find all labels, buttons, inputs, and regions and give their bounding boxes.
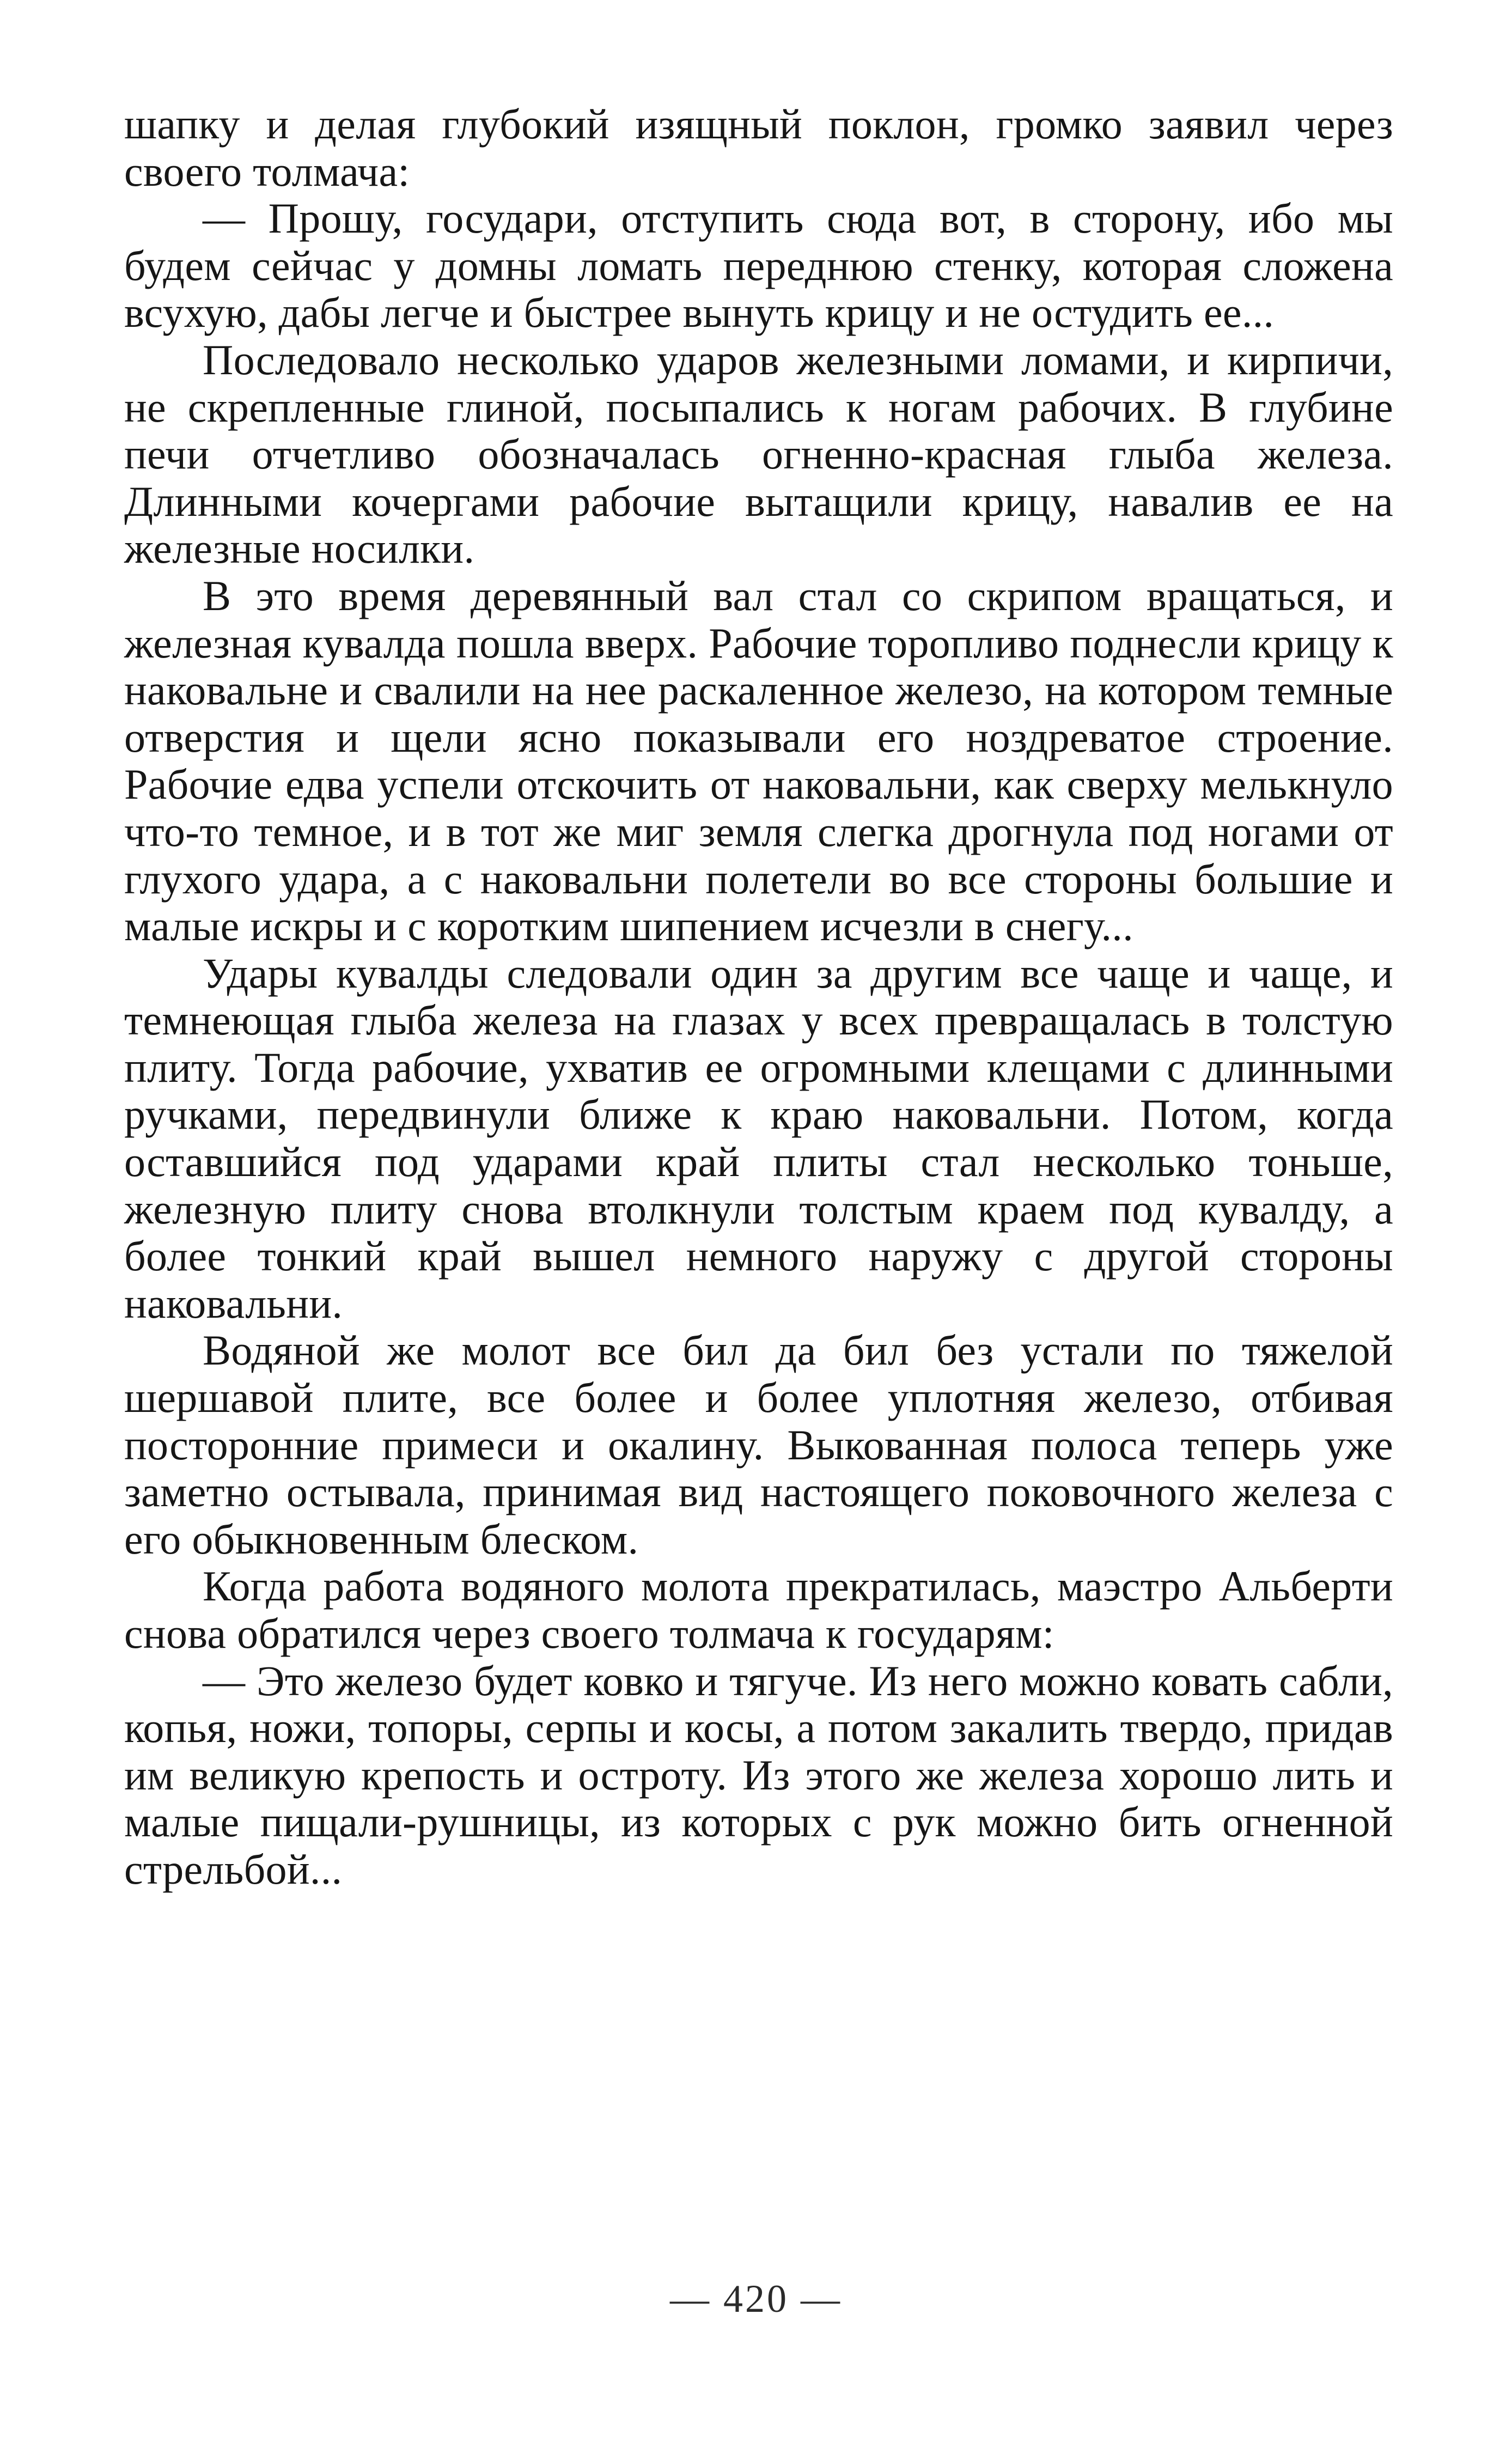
page-body [124, 101, 1393, 1893]
paragraph-5: Удары кувалды следовали один за другим все чаще и чаще, и темнеющая глыба железа на глазах у всех превращалась в толстую плиту. Тогда рабочие, ухватив ее огромными клещами с длинными ручками, передвинули ближе к краю наковальни. Потом, когда оставшийся под ударами край плиты стал несколько тоньше, железную плиту снова втолкнули толстым краем под кувалду, а более тонкий край вышел немного наружу с другой стороны наковальни. [124, 949, 1393, 1327]
paragraph-1: шапку и делая глубокий изящный поклон, громко заявил через своего толмача: [124, 100, 1393, 195]
paragraph-8: — Это железо будет ковко и тягуче. Из него можно ковать сабли, копья, ножи, топоры, серпы и косы, а потом закалить твердо, придав им великую крепость и остроту. Из этого же железа хорошо лить и малые пищали-рушницы, из которых с рук можно бить огненной стрельбой... [124, 1657, 1393, 1893]
page-number: — 420 — [670, 2277, 842, 2321]
paragraph-2: — Прошу, государи, отступить сюда вот, в сторону, ибо мы будем сейчас у домны ломать переднюю стенку, которая сложена всухую, дабы легче и быстрее вынуть крицу и не остудить ее... [124, 194, 1393, 337]
paragraph-7: Когда работа водяного молота прекратилась, маэстро Альберти снова обратился через своего толмача к государям: [124, 1562, 1393, 1657]
paragraph-4: В это время деревянный вал стал со скрипом вращаться, и железная кувалда пошла вверх. Рабочие торопливо поднесли крицу к наковальне и свалили на нее раскаленное железо, на котором темные отверстия и щели ясно показывали его ноздреватое строение. Рабочие едва успели отскочить от наковальни, как сверху мелькнуло что-то темное, и в тот же миг земля слегка дрогнула под ногами от глухого удара, а с наковальни полетели во все стороны большие и малые искры и с коротким шипением исчезли в снегу... [124, 571, 1393, 950]
paragraph-6: Водяной же молот все бил да бил без устали по тяжелой шершавой плите, все более и более уплотняя железо, отбивая посторонние примеси и окалину. Выкованная полоса теперь уже заметно остывала, принимая вид настоящего поковочного железа с его обыкновенным блеском. [124, 1326, 1393, 1563]
paragraph-3: Последовало несколько ударов железными ломами, и кирпичи, не скрепленные глиной, посыпались к ногам рабочих. В глубине печи отчетливо обозначалась огненно-красная глыба железа. Длинными кочергами рабочие вытащили крицу, навалив ее на железные носилки. [124, 336, 1393, 573]
